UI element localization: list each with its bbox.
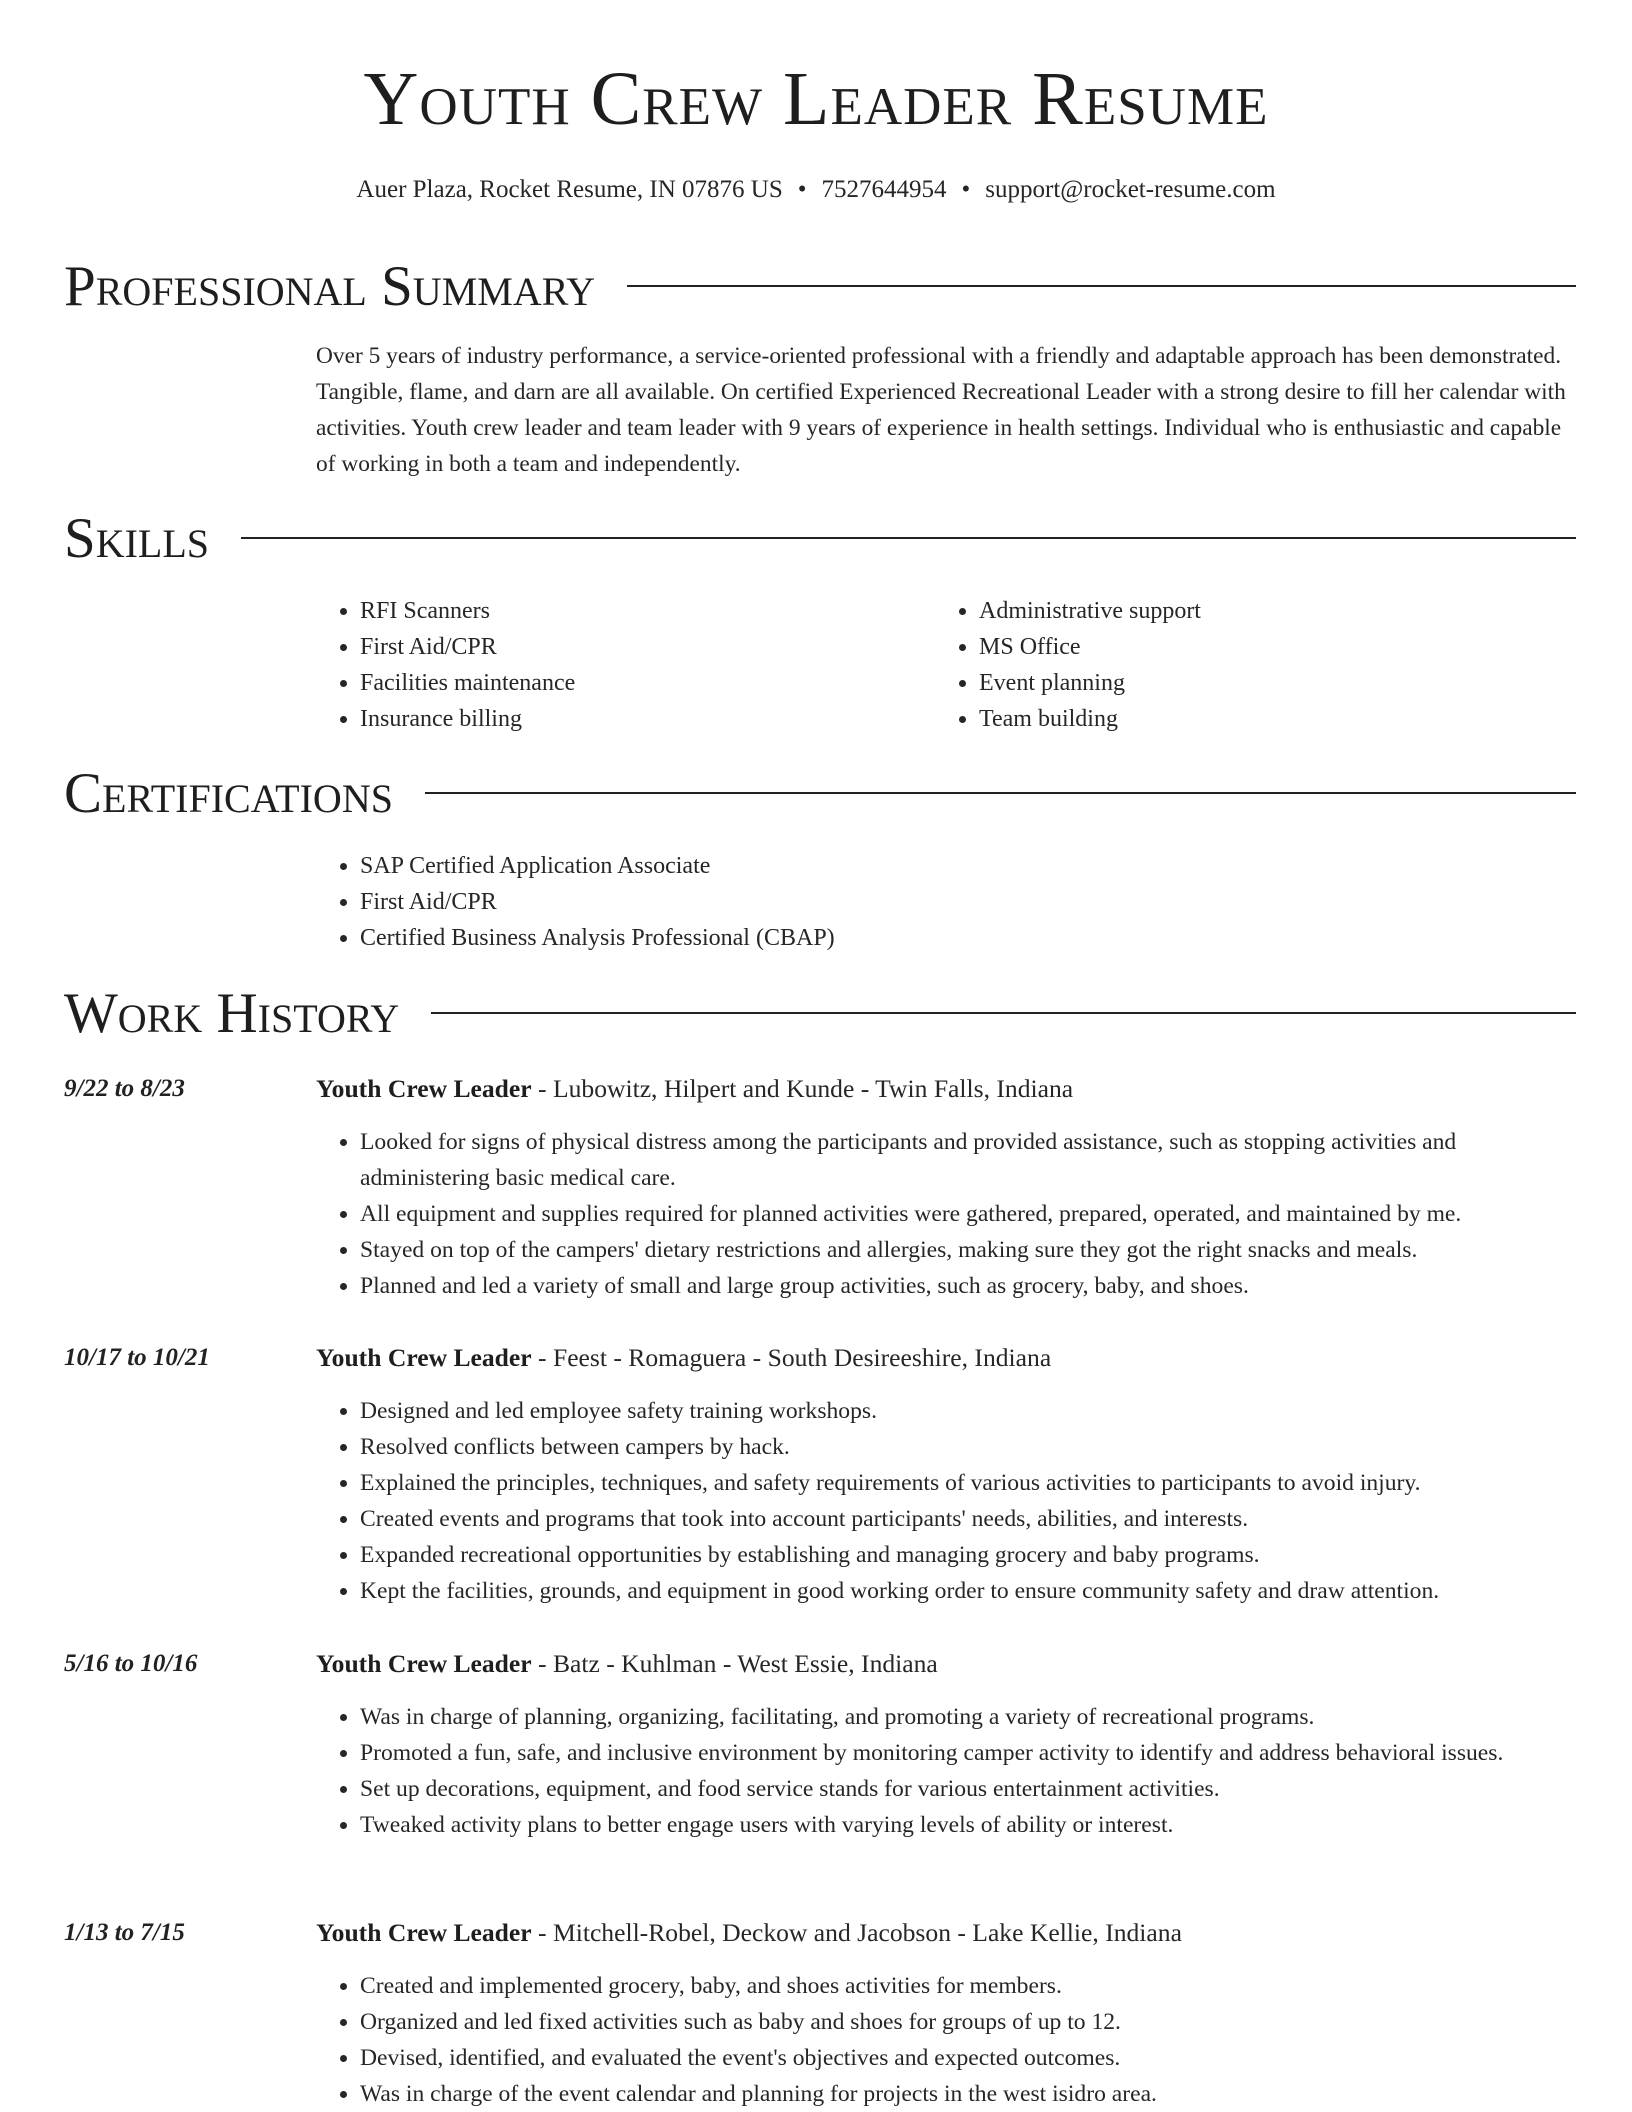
job-details: - Mitchell-Robel, Deckow and Jacobson - Lake Kellie, Indiana xyxy=(531,1918,1182,1947)
job-bullet: • Designed and led employee safety training workshops. xyxy=(360,1393,1576,1429)
contact-address: Auer Plaza, Rocket Resume, IN 07876 US xyxy=(356,176,783,203)
job-title: Youth Crew Leader xyxy=(316,1918,532,1947)
resume-title: Youth Crew Leader Resume xyxy=(363,57,1269,141)
summary-heading: Professional Summary xyxy=(64,254,596,318)
job-title: Youth Crew Leader xyxy=(316,1343,532,1372)
skill-item: • Administrative support xyxy=(979,593,1535,629)
section-divider xyxy=(627,285,1576,287)
section-divider xyxy=(431,1012,1576,1014)
contact-phone: 7527644954 xyxy=(821,176,947,203)
skills-heading: Skills xyxy=(64,506,210,570)
job-header xyxy=(316,1343,1051,1373)
certifications-list xyxy=(316,848,835,956)
summary-section-header xyxy=(64,256,1576,316)
job-bullet: • Resolved conflicts between campers by hack. xyxy=(360,1429,1576,1465)
skills-list-left xyxy=(316,593,916,737)
job-title: Youth Crew Leader xyxy=(316,1074,532,1103)
job-bullet: • Devised, identified, and evaluated the event's objectives and expected outcomes. xyxy=(360,2040,1576,2076)
job-bullet: • Set up decorations, equipment, and food service stands for various entertainment activities. xyxy=(360,1771,1576,1807)
job-bullet: • Organized and led fixed activities such as baby and shoes for groups of up to 12. xyxy=(360,2004,1576,2040)
work-history-heading: Work History xyxy=(64,981,400,1045)
certification-item: • First Aid/CPR xyxy=(360,884,835,920)
job-bullets xyxy=(316,1699,1576,1843)
job-title: Youth Crew Leader xyxy=(316,1649,532,1678)
job-bullet: • Kept the facilities, grounds, and equipment in good working order to ensure community safety and draw attention. xyxy=(360,1573,1576,1609)
job-dates: 10/17 to 10/21 xyxy=(64,1344,210,1371)
job-bullet: • All equipment and supplies required for planned activities were gathered, prepared, operated, and maintained by me. xyxy=(360,1196,1576,1232)
section-divider xyxy=(241,537,1576,539)
skill-item: • MS Office xyxy=(979,629,1535,665)
job-bullet: • Was in charge of planning, organizing, facilitating, and promoting a variety of recreational programs. xyxy=(360,1699,1576,1735)
job-bullet: • Explained the principles, techniques, and safety requirements of various activities to participants to avoid injury. xyxy=(360,1465,1576,1501)
work-history-section-header xyxy=(64,983,1576,1043)
job-header xyxy=(316,1918,1182,1948)
skills-list-right xyxy=(935,593,1535,737)
job-bullet: • Expanded recreational opportunities by establishing and managing grocery and baby programs. xyxy=(360,1537,1576,1573)
job-bullet: • Looked for signs of physical distress among the participants and provided assistance, such as stopping activities and administering basic medical care. xyxy=(360,1124,1576,1196)
job-bullet: • Promoted a fun, safe, and inclusive environment by monitoring camper activity to identify and address behavioral issues. xyxy=(360,1735,1576,1771)
job-details: - Feest - Romaguera - South Desireeshire, Indiana xyxy=(531,1343,1052,1372)
job-details: - Lubowitz, Hilpert and Kunde - Twin Falls, Indiana xyxy=(531,1074,1074,1103)
contact-separator: • xyxy=(961,176,971,203)
skill-item: • Facilities maintenance xyxy=(360,665,916,701)
job-bullets xyxy=(316,1124,1576,1304)
contact-separator: • xyxy=(797,176,807,203)
job-bullet: • Was in charge of the event calendar and planning for projects in the west isidro area. xyxy=(360,2076,1576,2112)
job-header xyxy=(316,1649,938,1679)
job-details: - Batz - Kuhlman - West Essie, Indiana xyxy=(531,1649,938,1678)
job-dates: 5/16 to 10/16 xyxy=(64,1650,198,1677)
certifications-heading: Certifications xyxy=(64,761,393,825)
certifications-section-header xyxy=(64,763,1576,823)
certification-item: • SAP Certified Application Associate xyxy=(360,848,835,884)
contact-line xyxy=(0,176,1632,204)
skills-section-header xyxy=(64,508,1576,568)
contact-email: support@rocket-resume.com xyxy=(985,176,1276,203)
job-bullet: • Planned and led a variety of small and large group activities, such as grocery, baby, and shoes. xyxy=(360,1268,1576,1304)
job-bullets xyxy=(316,1968,1576,2112)
job-bullet: • Stayed on top of the campers' dietary restrictions and allergies, making sure they got the right snacks and meals. xyxy=(360,1232,1576,1268)
skill-item: • Event planning xyxy=(979,665,1535,701)
job-bullet: • Tweaked activity plans to better engage users with varying levels of ability or interest. xyxy=(360,1807,1576,1843)
summary-text: Over 5 years of industry performance, a service-oriented professional with a friendly and adaptable approach has been demonstrated. Tangible, flame, and darn are all available. On certified Experienced Recreational Leader with a strong desire to fill her calendar with activities. Youth crew leader and team leader with 9 years of experience in health settings. Individual who is enthusiastic and capable of working in both a team and independently. xyxy=(316,343,1566,477)
skill-item: • First Aid/CPR xyxy=(360,629,916,665)
section-divider xyxy=(425,792,1576,794)
job-bullets xyxy=(316,1393,1576,1609)
job-bullet: • Created events and programs that took into account participants' needs, abilities, and interests. xyxy=(360,1501,1576,1537)
job-header xyxy=(316,1074,1073,1104)
job-bullet: • Created and implemented grocery, baby, and shoes activities for members. xyxy=(360,1968,1576,2004)
job-dates: 1/13 to 7/15 xyxy=(64,1919,185,1946)
certification-item: • Certified Business Analysis Professional (CBAP) xyxy=(360,920,835,956)
skill-item: • RFI Scanners xyxy=(360,593,916,629)
job-dates: 9/22 to 8/23 xyxy=(64,1075,185,1102)
skill-item: • Team building xyxy=(979,701,1535,737)
skill-item: • Insurance billing xyxy=(360,701,916,737)
